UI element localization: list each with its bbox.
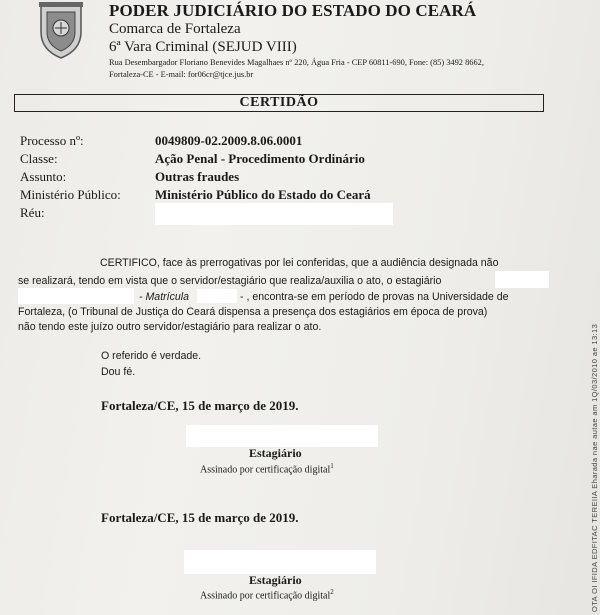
intern-name-redaction-1 [495,271,549,288]
closing-line-1: O referido é verdade. [101,350,202,362]
signature-1-date: Fortaleza/CE, 15 de março de 2019. [101,398,299,413]
subject-label: Assunto: [20,169,67,184]
signature-1-role: Estagiário [249,446,302,460]
prosecutor-label: Ministério Público: [20,187,121,202]
footnote-2-marker: 2 [330,588,334,596]
registration-redaction [197,289,237,303]
process-number-label: Processo nº: [20,133,84,148]
signature-1-name-redaction [186,425,378,447]
signature-2-role: Estagiário [249,573,302,587]
closing-line-2: Dou fé. [101,366,136,378]
signature-2-note [200,588,334,601]
body-line-4: Fortaleza, (o Tribunal de Justiça do Ceará dispensa a presença dos estagiários em época de prova) [18,306,488,318]
court-name: PODER JUDICIÁRIO DO ESTADO DO CEARÁ [109,1,477,20]
body-line-1: CERTIFICO, face às prerrogativas por lei conferidas, que a audiência designada não [100,257,499,269]
footnote-1-marker: 1 [330,462,334,470]
district-name: Comarca de Fortaleza [109,21,241,37]
intern-name-redaction-2 [18,288,134,304]
defendant-redaction [155,203,393,225]
address-line-2: Fortaleza-CE - E-mail: for06cr@tjce.jus.br [109,70,254,79]
address-line-1: Rua Desembargador Floriano Benevides Magalhaes nº 220, Água Fria - CEP 60811-690, Fone: (85) 3492 8662, [109,58,484,67]
court-address [109,57,484,81]
signature-1-note-text: Assinado por certificação digital [200,464,331,476]
signature-2-date: Fortaleza/CE, 15 de março de 2019. [101,510,299,525]
defendant-label: Réu: [20,205,45,220]
signature-1-note [200,462,334,475]
court-coat-of-arms-icon [35,2,87,60]
body-line-5: não tendo este juízo outro servidor/estagiário para realizar o ato. [18,321,322,333]
signature-2-note-text: Assinado por certificação digital [200,590,331,602]
class-label: Classe: [20,151,58,166]
body-line-2: se realizará, tendo em vista que o servidor/estagiário que realiza/auxilia o ato, o estagiário [18,275,442,287]
class-value: Ação Penal - Procedimento Ordinário [155,151,365,166]
body-line-3b: - , encontra-se em período de provas na Universidade de [240,291,509,303]
subject-value: Outras fraudes [155,169,240,184]
signature-2-name-redaction [184,550,376,574]
prosecutor-value: Ministério Público do Estado do Ceará [155,187,371,202]
body-line-3a: - Matrícula [139,291,190,303]
document-title: CERTIDÃO [14,94,544,112]
process-number-value: 0049809-02.2009.8.06.0001 [155,133,303,148]
side-filing-stamp: OTA OI IFIDA EDFITAC TEREIIA Eharada nae autae am 1Q/03/2010 ae 13:13 [590,323,599,612]
court-unit: 6ª Vara Criminal (SEJUD VIII) [109,39,297,55]
